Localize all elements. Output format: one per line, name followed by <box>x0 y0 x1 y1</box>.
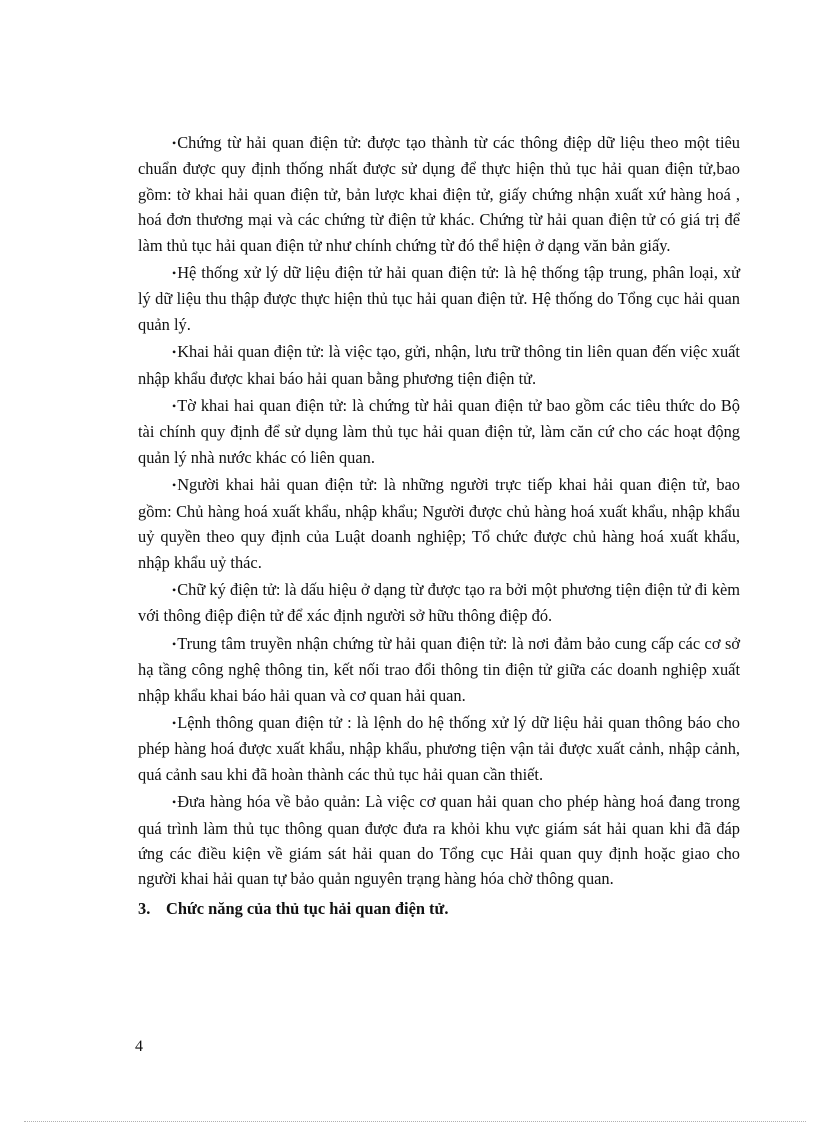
paragraph-chung-tu <box>138 130 740 258</box>
bullet-icon: • <box>172 715 177 730</box>
bullet-icon: • <box>172 399 177 414</box>
paragraph-text: Trung tâm truyền nhận chứng từ hải quan điện tử: là nơi đảm bảo cung cấp các cơ sở hạ tầng công nghệ thông tin, kết nối trao đổi thông tin điện tử giữa các doanh nghiệp xuất nhập khẩu khai báo hải quan và cơ quan hải quan. <box>138 633 740 705</box>
section-number: 3. <box>138 898 151 918</box>
paragraph-text: Người khai hải quan điện tử: là những người trực tiếp khai hải quan điện tử, bao gồm: Chủ hàng hoá xuất khẩu, nhập khẩu; Người được chủ hàng hoá xuất khẩu, nhập khẩu uỷ quyền theo quy định của Luật doanh nghiệp; Tổ chức được chủ hàng hoá xuất khẩu, nhập khẩu uỷ thác. <box>138 475 740 572</box>
bullet-icon: • <box>172 795 177 810</box>
paragraph-text: Khai hải quan điện tử: là việc tạo, gửi, nhận, lưu trữ thông tin liên quan đến việc xuất nhập khẩu được khai báo hải quan bằng phương tiện điện tử. <box>138 342 740 388</box>
paragraph-to-khai <box>138 393 740 470</box>
paragraph-text: Đưa hàng hóa về bảo quản: Là việc cơ quan hải quan cho phép hàng hoá đang trong quá trình làm thủ tục thông quan được đưa ra khỏi khu vực giám sát hải quan khi đã đáp ứng các điều kiện về giám sát hải quan do Tổng cục Hải quan quy định hoặc giao cho người khai hải quan tự bảo quản nguyên trạng hàng hóa chờ thông quan. <box>138 792 740 889</box>
paragraph-lenh-thong-quan <box>138 710 740 787</box>
paragraph-chu-ky <box>138 577 740 629</box>
bullet-icon: • <box>172 636 177 651</box>
paragraph-text: Chữ ký điện tử: là dấu hiệu ở dạng từ được tạo ra bởi một phương tiện điện tử đi kèm với thông điệp điện tử để xác định người sở hữu thông điệp đó. <box>138 579 740 626</box>
paragraph-khai-hai-quan <box>138 339 740 391</box>
paragraph-he-thong <box>138 260 740 337</box>
bullet-icon: • <box>172 582 177 597</box>
paragraph-trung-tam <box>138 631 740 708</box>
bullet-icon: • <box>172 266 177 281</box>
paragraph-text: Lệnh thông quan điện tử : là lệnh do hệ thống xử lý dữ liệu hải quan thông báo cho phép hàng hoá được xuất khẩu, nhập khẩu, phương tiện vận tải được xuất cảnh, nhập cảnh, quá cảnh sau khi đã hoàn thành các thủ tục hải quan cần thiết. <box>138 712 740 784</box>
paragraph-nguoi-khai <box>138 472 740 575</box>
bullet-icon: • <box>172 136 177 150</box>
section-heading <box>138 896 740 921</box>
page-number: 4 <box>135 1038 143 1055</box>
bullet-icon: • <box>172 345 177 360</box>
paragraph-dua-hang-hoa <box>138 789 740 892</box>
paragraph-text: Hệ thống xử lý dữ liệu điện tử hải quan điện tử: là hệ thống tập trung, phân loại, xử lý dữ liệu thu thập được thực hiện thủ tục hải quan điện tử. Hệ thống do Tổng cục hải quan quản lý. <box>138 263 740 334</box>
section-title: Chức năng của thủ tục hải quan điện tử. <box>166 898 449 918</box>
paragraph-text: Chứng từ hải quan điện tử: được tạo thành từ các thông điệp dữ liệu theo một tiêu chuẩn được quy định thống nhất được sử dụng để thực hiện thủ tục hải quan điện tử,bao gồm: tờ khai hải quan điện tử, bản lược khai điện tử, giấy chứng nhận xuất xứ hàng hoá , hoá đơn thương mại và các chứng từ điện tử khác. Chứng từ hải quan điện tử có giá trị để làm thủ tục hải quan điện tử như chính chứng từ đó thể hiện ở dạng văn bản giấy. <box>138 133 740 255</box>
bullet-icon: • <box>172 478 177 493</box>
document-body <box>138 130 740 921</box>
page-bottom-divider <box>24 1121 806 1122</box>
paragraph-text: Tờ khai hai quan điện tử: là chứng từ hải quan điện tử bao gồm các tiêu thức do Bộ tài chính quy định để sử dụng làm thủ tục hải quan điện tử, làm căn cứ cho các hoạt động quản lý nhà nước khác có liên quan. <box>138 396 740 467</box>
